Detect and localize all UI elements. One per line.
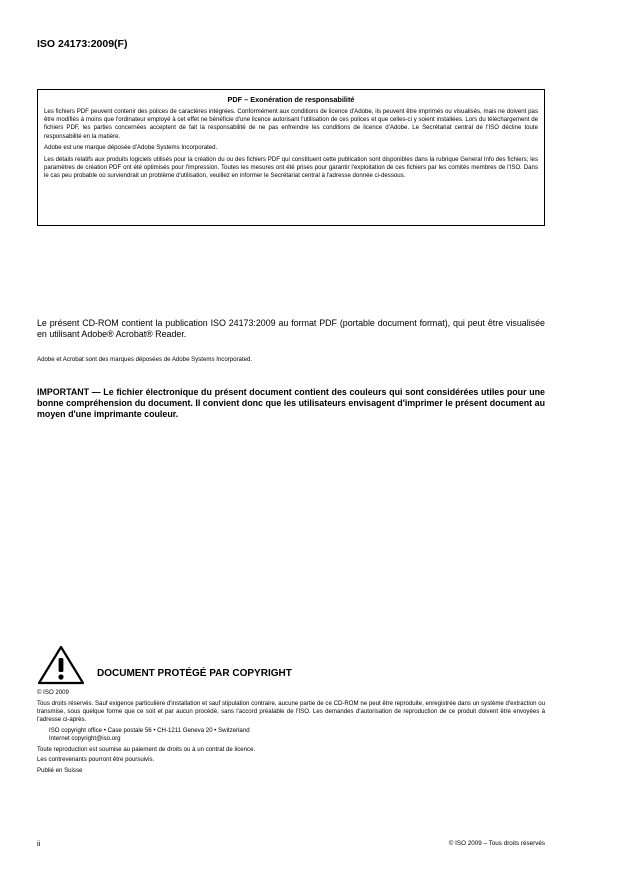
copyright-address: ISO copyright office • Case postale 56 • CH-1211 Geneva 20 • Switzerland: [49, 726, 250, 734]
disclaimer-paragraph: Les détails relatifs aux produits logiciels utilisés pour la création du ou des fichiers PDF qui constituent cette publication sont disponibles dans la rubrique General Info des fichiers; les paramètres de création PDF ont été optimisés pour l'impression. Toutes les mesures ont été prises pour garantir l'exploitation de ces fichiers par les comités membres de l'ISO. Dans le cas peu probable où surviendrait un problème d'utilisation, veuillez en informer le Secrétariat central à l'adresse donnée ci-dessous.: [44, 156, 538, 180]
copyright-royalty: Toute reproduction est soumise au paiement de droits ou à un contrat de licence.: [37, 745, 256, 753]
copyright-block: [37, 689, 545, 778]
warning-triangle-icon: [37, 645, 85, 685]
footer-rights: © ISO 2009 – Tous droits réservés: [448, 840, 545, 847]
trademark-notice: Adobe et Acrobat sont des marques déposées de Adobe Systems Incorporated.: [37, 356, 253, 363]
disclaimer-paragraph: Adobe est une marque déposée d'Adobe Systems Incorporated.: [44, 144, 218, 152]
copyright-internet: Internet copyright@iso.org: [49, 735, 121, 743]
copyright-title: DOCUMENT PROTÉGÉ PAR COPYRIGHT: [97, 668, 292, 679]
document-id-header: ISO 24173:2009(F): [37, 38, 128, 50]
copyright-prosecution: Les contrevenants pourront être poursuivis.: [37, 756, 155, 764]
disclaimer-title: PDF – Exonération de responsabilité: [227, 95, 355, 104]
cdrom-notice: Le présent CD-ROM contient la publication ISO 24173:2009 au format PDF (portable document format), qui peut être visualisée en utilisant Adobe® Acrobat® Reader.: [37, 318, 545, 339]
page-number: ii: [37, 839, 41, 848]
pdf-disclaimer-box: [37, 89, 545, 226]
important-notice: IMPORTANT — Le fichier électronique du présent document contient des couleurs qui sont considérées utiles pour une bonne compréhension du document. Il convient donc que les utilisateurs envisagent d'imprimer le présent document au moyen d'une imprimante couleur.: [37, 387, 545, 419]
copyright-year: © ISO 2009: [37, 689, 69, 696]
copyright-published: Publié en Suisse: [37, 767, 83, 775]
disclaimer-paragraph: Les fichiers PDF peuvent contenir des polices de caractères intégrées. Conformément aux conditions de licence d'Adobe, ils peuvent être imprimés ou visualisés, mais ne doivent pas être modifiés à moins que l'ordinateur employé à cet effet ne bénéficie d'une licence autorisant l'utilisation de ces polices et que celles-ci y soient installées. Lors du téléchargement de fichiers PDF, les parties concernées acceptent de fait la responsabilité de ne pas enfreindre les conditions de licence d'Adobe. Le Secrétariat central de l'ISO décline toute responsabilité en la matière.: [44, 108, 538, 140]
copyright-rights: Tous droits réservés. Sauf exigence particulière d'installation et sauf stipulation contraire, aucune partie de ce CD-ROM ne peut être reproduite, enregistrée dans un système d'extraction ou transmise, sous quelque forme que ce soit et par aucun procédé, sans l'accord préalable de l'ISO. Les demandes d'autorisation de reproduction de ce produit doivent être envoyées à l'adresse ci-après.: [37, 699, 545, 724]
